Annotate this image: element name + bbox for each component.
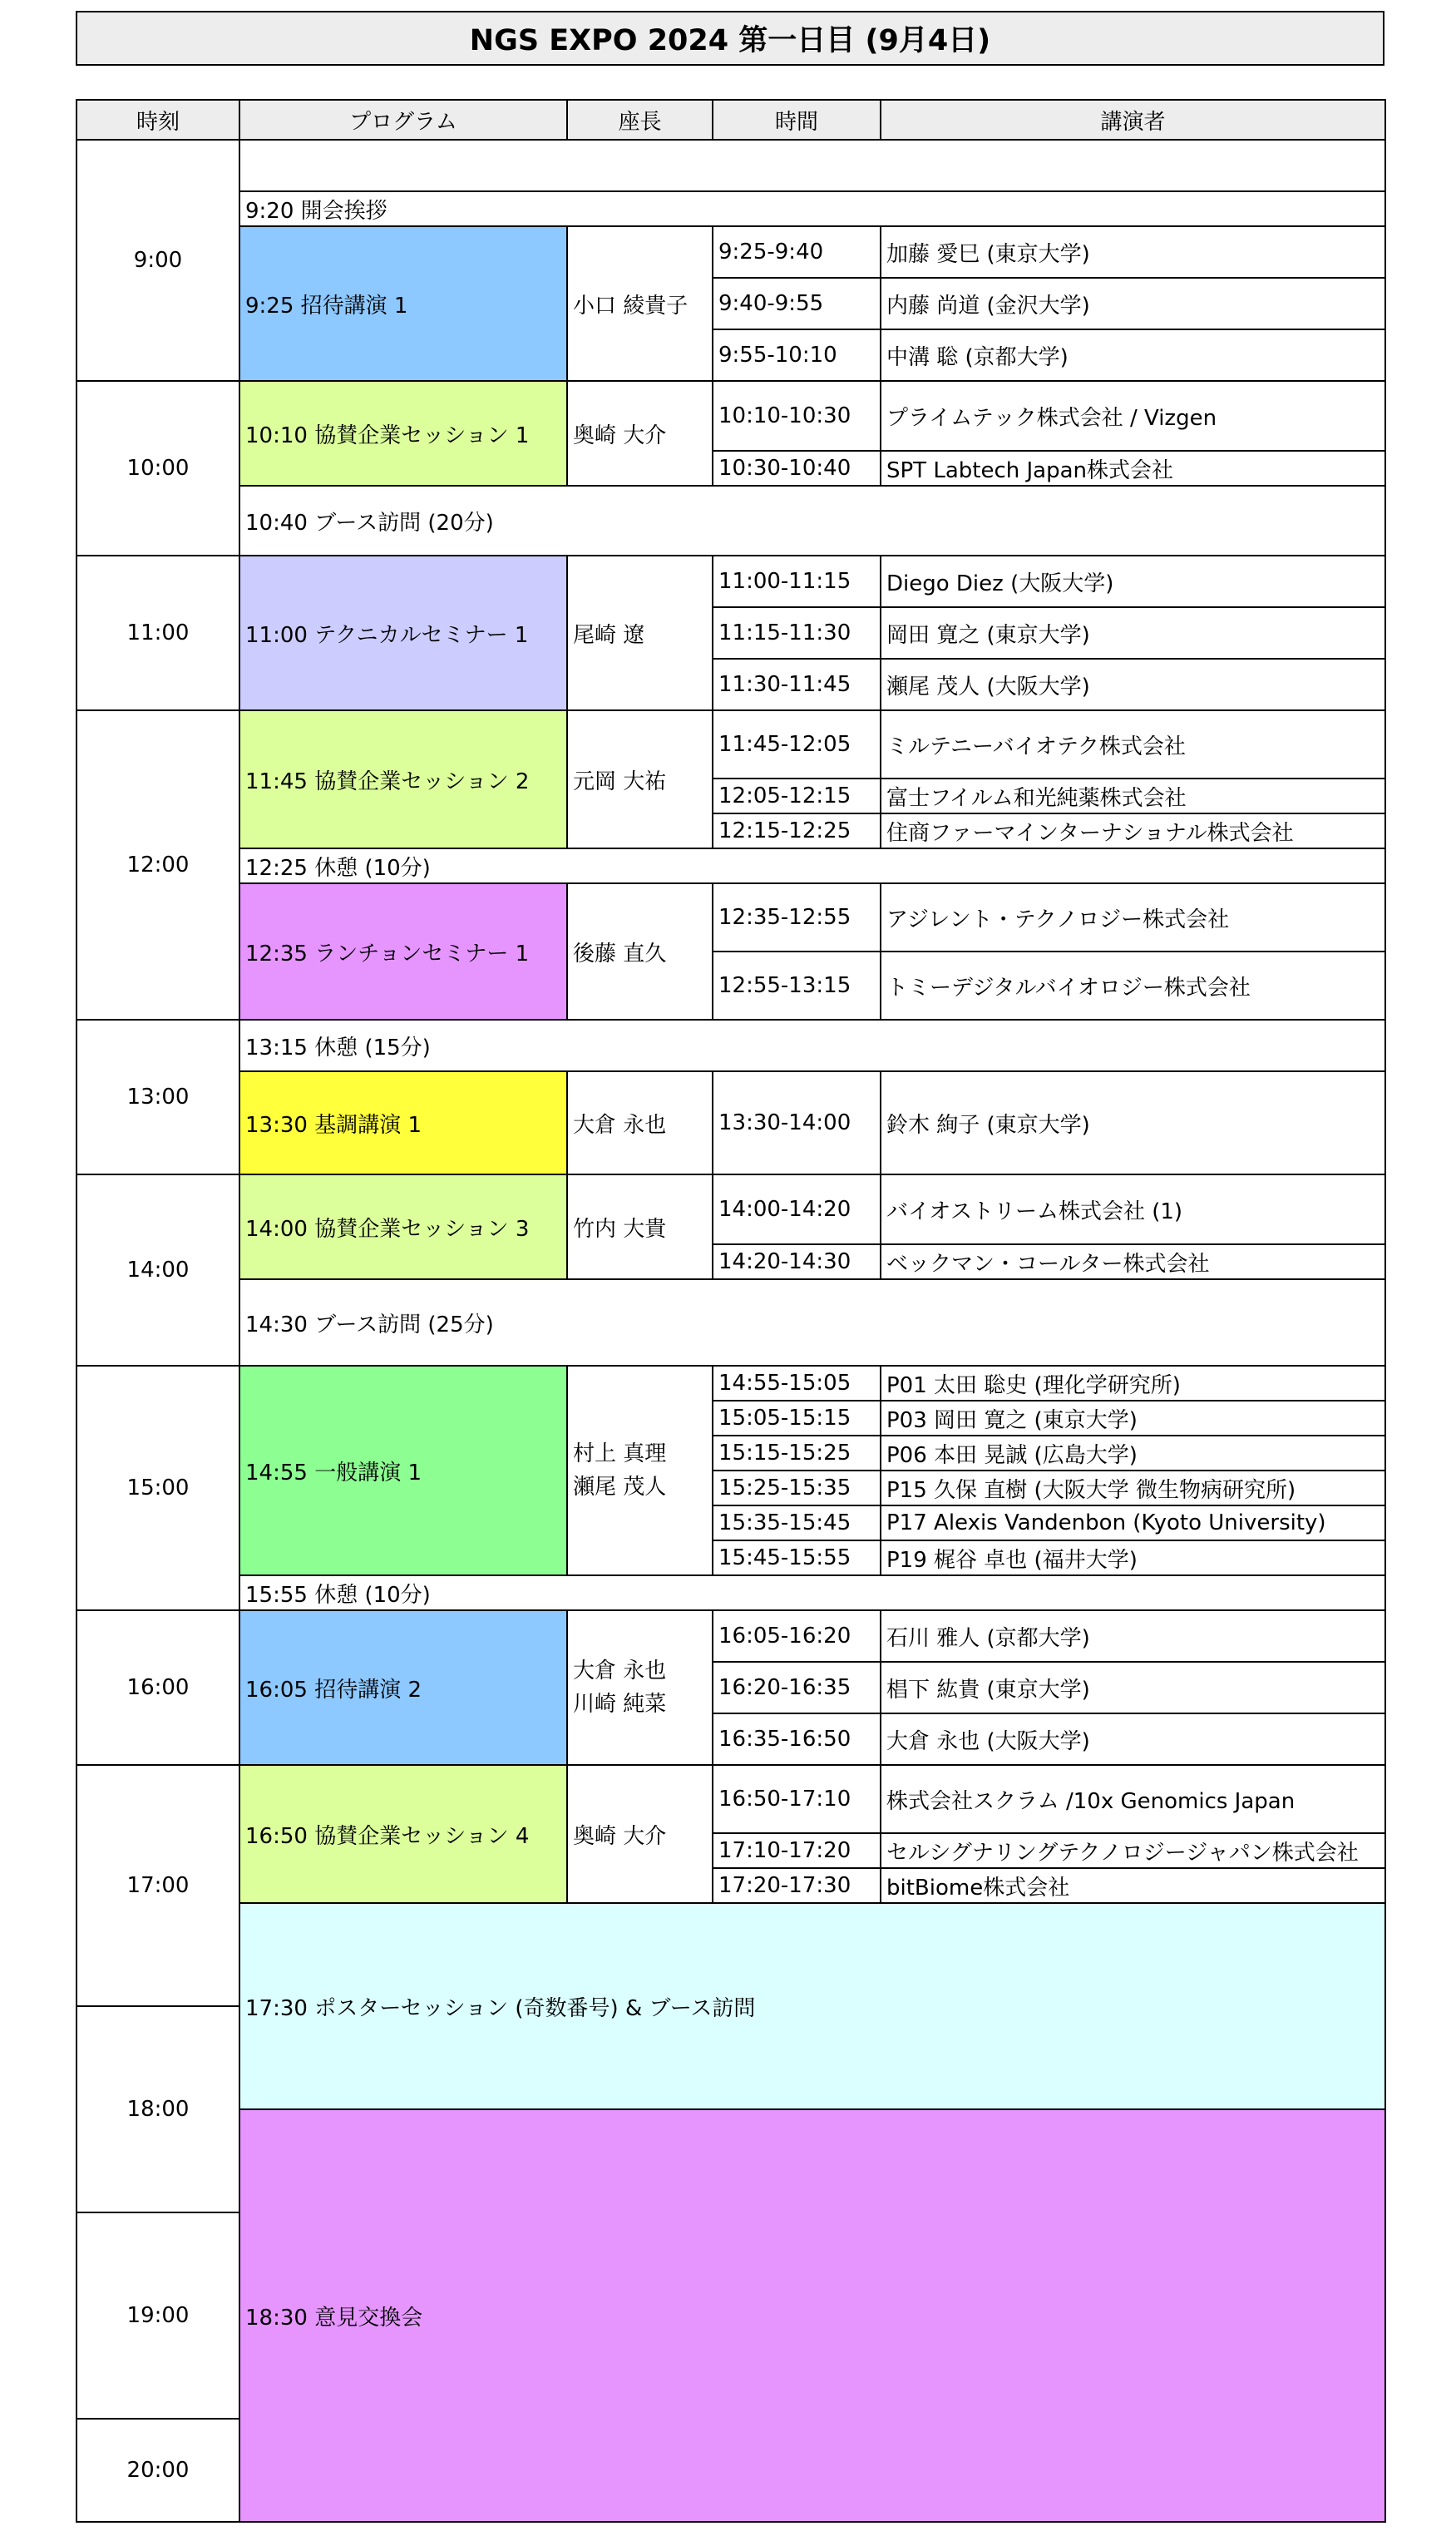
poster-session: 17:30 ポスターセッション (奇数番号) & ブース訪問 [239,1903,1385,2109]
talk-time: 16:35-16:50 [713,1713,881,1765]
opening-remarks: 9:20 開会挨拶 [239,191,1385,226]
chair-name: 村上 真理 [573,1441,667,1466]
talk-time: 9:55-10:10 [713,329,881,381]
talk-speaker: 中溝 聡 (京都大学) [881,329,1385,381]
technical-seminar-1: 11:00 テクニカルセミナー 1 [239,556,567,710]
talk-speaker: トミーデジタルバイオロジー株式会社 [881,952,1385,1020]
talk-time: 16:50-17:10 [713,1765,881,1833]
break-1: 12:25 休憩 (10分) [239,848,1385,883]
header-time: 時刻 [77,100,239,140]
sponsor-4-chair: 奥崎 大介 [567,1765,713,1903]
talk-time: 11:15-11:30 [713,607,881,659]
talk-speaker: SPT Labtech Japan株式会社 [881,451,1385,486]
talk-time: 11:45-12:05 [713,710,881,779]
talk-time: 17:10-17:20 [713,1833,881,1868]
chair-name: 川崎 純菜 [573,1692,667,1717]
talk-time: 11:30-11:45 [713,659,881,710]
talk-time: 15:05-15:15 [713,1401,881,1436]
hour-19: 19:00 [77,2212,239,2419]
sponsor-session-3: 14:00 協賛企業セッション 3 [239,1174,567,1279]
schedule-table [76,99,1386,2523]
talk-speaker: Diego Diez (大阪大学) [881,556,1385,607]
sponsor-2-chair: 元岡 大祐 [567,710,713,848]
general-lecture-1: 14:55 一般講演 1 [239,1366,567,1575]
talk-speaker: 椙下 紘貴 (東京大学) [881,1662,1385,1713]
break-3: 15:55 休憩 (10分) [239,1575,1385,1610]
talk-speaker: 内藤 尚道 (金沢大学) [881,278,1385,329]
header-row [77,100,1385,140]
chair-name: 瀬尾 茂人 [573,1475,667,1500]
header-duration: 時間 [713,100,881,140]
talk-speaker: 加藤 愛巳 (東京大学) [881,226,1385,278]
header-program: プログラム [239,100,567,140]
talk-speaker: 鈴木 絢子 (東京大学) [881,1071,1385,1174]
talk-time: 16:05-16:20 [713,1610,881,1662]
invited-lecture-1: 9:25 招待講演 1 [239,226,567,381]
talk-speaker: ミルテニーバイオテク株式会社 [881,710,1385,779]
hour-17: 17:00 [77,1765,239,2006]
invited-lecture-2: 16:05 招待講演 2 [239,1610,567,1765]
talk-speaker: 石川 雅人 (京都大学) [881,1610,1385,1662]
talk-speaker: 住商ファーマインターナショナル株式会社 [881,813,1385,848]
hour-10: 10:00 [77,381,239,556]
talk-speaker: 大倉 永也 (大阪大学) [881,1713,1385,1765]
talk-time: 9:25-9:40 [713,226,881,278]
talk-speaker: bitBiome株式会社 [881,1868,1385,1903]
talk-time: 17:20-17:30 [713,1868,881,1903]
talk-speaker: ベックマン・コールター株式会社 [881,1244,1385,1279]
talk-time: 12:35-12:55 [713,883,881,952]
sponsor-1-chair: 奥崎 大介 [567,381,713,486]
sponsor-session-4: 16:50 協賛企業セッション 4 [239,1765,567,1903]
keynote-1: 13:30 基調講演 1 [239,1071,567,1174]
talk-time: 12:05-12:15 [713,779,881,813]
page-title: NGS EXPO 2024 第一日目 (9月4日) [76,11,1384,66]
talk-time: 10:30-10:40 [713,451,881,486]
exchange-meeting: 18:30 意見交換会 [239,2109,1385,2522]
talk-speaker: P01 太田 聡史 (理化学研究所) [881,1366,1385,1401]
talk-speaker: 株式会社スクラム /10x Genomics Japan [881,1765,1385,1833]
technical-1-chair: 尾崎 遼 [567,556,713,710]
hour-16: 16:00 [77,1610,239,1765]
talk-time: 15:35-15:45 [713,1505,881,1540]
talk-speaker: アジレント・テクノロジー株式会社 [881,883,1385,952]
talk-speaker: P19 梶谷 卓也 (福井大学) [881,1540,1385,1575]
hour-13: 13:00 [77,1020,239,1174]
talk-speaker: セルシグナリングテクノロジージャパン株式会社 [881,1833,1385,1868]
talk-speaker: P15 久保 直樹 (大阪大学 微生物病研究所) [881,1471,1385,1505]
talk-time: 13:30-14:00 [713,1071,881,1174]
luncheon-1-chair: 後藤 直久 [567,883,713,1020]
talk-time: 10:10-10:30 [713,381,881,451]
talk-speaker: P03 岡田 寛之 (東京大学) [881,1401,1385,1436]
hour-11: 11:00 [77,556,239,710]
talk-time: 12:55-13:15 [713,952,881,1020]
keynote-1-chair: 大倉 永也 [567,1071,713,1174]
invited-2-chairs [567,1610,713,1765]
invited-1-chair: 小口 綾貴子 [567,226,713,381]
luncheon-seminar-1: 12:35 ランチョンセミナー 1 [239,883,567,1020]
talk-time: 15:15-15:25 [713,1436,881,1471]
talk-speaker: P06 本田 晃誠 (広島大学) [881,1436,1385,1471]
hour-9: 9:00 [77,140,239,381]
talk-time: 14:55-15:05 [713,1366,881,1401]
blank-row [239,140,1385,191]
talk-speaker: バイオストリーム株式会社 (1) [881,1174,1385,1244]
talk-time: 9:40-9:55 [713,278,881,329]
hour-12: 12:00 [77,710,239,1020]
talk-speaker: 富士フイルム和光純薬株式会社 [881,779,1385,813]
hour-18: 18:00 [77,2006,239,2212]
talk-time: 15:25-15:35 [713,1471,881,1505]
hour-14: 14:00 [77,1174,239,1366]
talk-time: 14:00-14:20 [713,1174,881,1244]
talk-time: 11:00-11:15 [713,556,881,607]
header-speaker: 講演者 [881,100,1385,140]
talk-time: 14:20-14:30 [713,1244,881,1279]
hour-15: 15:00 [77,1366,239,1610]
talk-speaker: P17 Alexis Vandenbon (Kyoto University) [881,1505,1385,1540]
talk-time: 12:15-12:25 [713,813,881,848]
talk-speaker: プライムテック株式会社 / Vizgen [881,381,1385,451]
chair-name: 大倉 永也 [573,1658,667,1683]
booth-visit-2: 14:30 ブース訪問 (25分) [239,1279,1385,1366]
general-1-chairs [567,1366,713,1575]
hour-20: 20:00 [77,2419,239,2522]
talk-time: 16:20-16:35 [713,1662,881,1713]
header-chair: 座長 [567,100,713,140]
talk-time: 15:45-15:55 [713,1540,881,1575]
break-2: 13:15 休憩 (15分) [239,1020,1385,1071]
sponsor-session-1: 10:10 協賛企業セッション 1 [239,381,567,486]
sponsor-3-chair: 竹内 大貴 [567,1174,713,1279]
booth-visit-1: 10:40 ブース訪問 (20分) [239,486,1385,556]
sponsor-session-2: 11:45 協賛企業セッション 2 [239,710,567,848]
talk-speaker: 岡田 寛之 (東京大学) [881,607,1385,659]
talk-speaker: 瀬尾 茂人 (大阪大学) [881,659,1385,710]
